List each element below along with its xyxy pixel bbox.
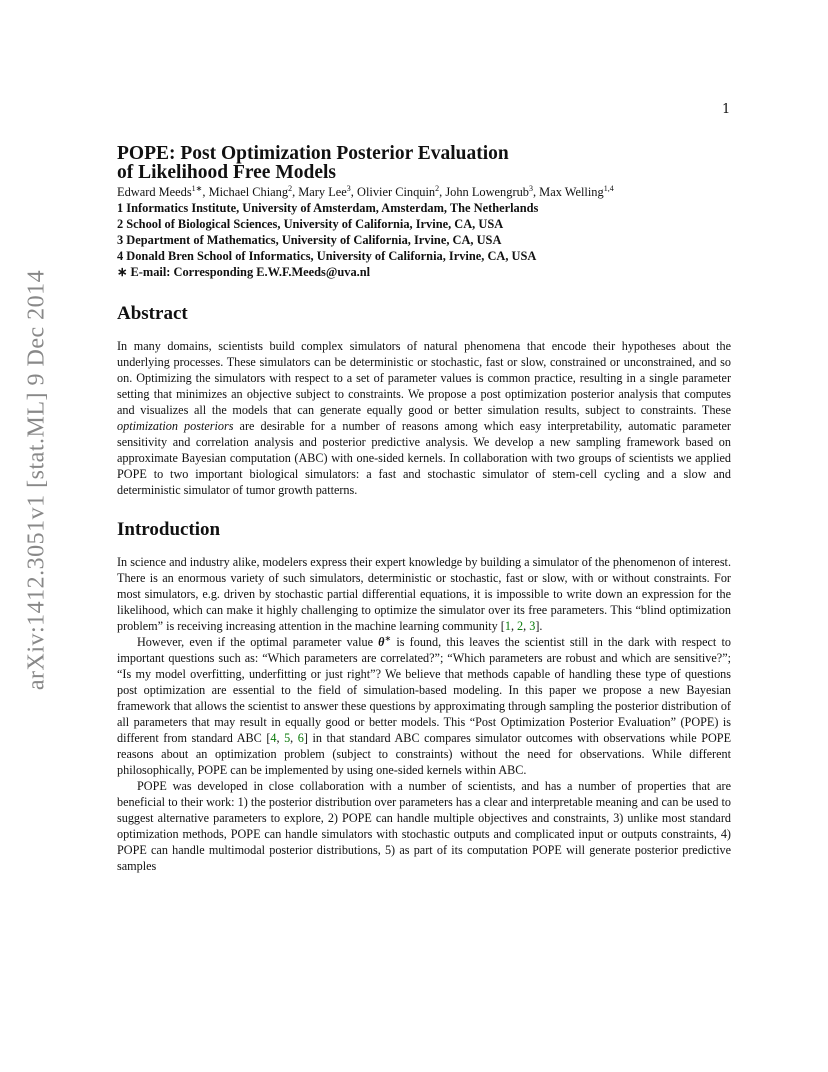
abstract-heading: Abstract: [117, 303, 188, 324]
affiliation-1: 1 Informatics Institute, University of Amsterdam, Amsterdam, The Netherlands: [117, 201, 539, 215]
title-line-2: of Likelihood Free Models: [117, 162, 337, 183]
author-name: Mary Lee: [298, 185, 347, 199]
affiliation-4: 4 Donald Bren School of Informatics, University of California, Irvine, CA, USA: [117, 249, 537, 263]
theta-symbol: θ: [378, 635, 385, 649]
abstract-emphasis: optimization posteriors: [117, 419, 234, 433]
page-number: 1: [722, 102, 731, 117]
author-affiliation-mark: 3: [528, 183, 533, 193]
introduction-heading: Introduction: [117, 519, 221, 540]
citation-link[interactable]: 4: [270, 731, 277, 745]
abstract-text-part: are desirable for a number of reasons among which easy interpretability, automatic parameter sensitivity and correlation analysis and posterior predictive analysis. We develop a new sampling framework based on approximate Bayesian computation (ABC) with one-sided kernels. In collaboration with two groups of scientists we applied POPE to two important biological simulators: a fast and stochastic simulator of stem-cell cycling and a slow and deterministic simulator of tumor growth patterns.: [117, 419, 731, 497]
author-affiliation-mark: 1∗: [191, 183, 203, 193]
author-name: Olivier Cinquin: [357, 185, 436, 199]
paper-content: [117, 144, 731, 874]
introduction-paragraph-2: However, even if the optimal parameter value θ∗ is found, this leaves the scientist still in the dark with respect to important questions such as: “Which parameters are correlated?”; “Which parameters are robust and which are sensitive?”; “Is my model overfitting, underfitting or just right”? We believe that methods capable of handling these type of questions post optimization are essential to the field of simulation-based modeling. In this paper we propose a new Bayesian framework that allows the scientist to answer these questions by approximating through sampling the posterior distribution of all parameters that may result in equally good or better models. This “Post Optimization Posterior Evaluation” (POPE) is different from standard ABC [4, 5, 6] in that standard ABC compares simulator outcomes with observations while POPE reasons about an optimization problem (subject to constraints) without the need for observations. While different philosophically, POPE can be implemented by using one-sided kernels within ABC.: [117, 633, 732, 777]
citation-link[interactable]: 1: [504, 619, 511, 633]
paragraph-text: is found, this leaves the scientist still in the dark with respect to important questions such as: “Which parameters are correlated?”; “Which parameters are robust and which are sensitive?”; “Is my model overfitting, underfitting or just right”? We believe that methods capable of handling these type of questions post optimization are essential to the field of simulation-based modeling. In this paper we propose a new Bayesian framework that allows the scientist to answer these questions by approximating through sampling the posterior distribution of all parameters that may result in equally good or better models. This “Post Optimization Posterior Evaluation” (POPE) is different from standard ABC: [117, 635, 731, 745]
paragraph-text: In science and industry alike, modelers express their expert knowledge by building a simulator of the phenomenon of interest. There is an enormous variety of such simulators, deterministic or stochastic, fast or slow, with or without constraints. For most simulators, e.g. driven by stochastic partial differential equations, it is impossible to write down an expression for the likelihood, which can make it highly challenging to optimize the simulator over its free parameters. This “blind optimization problem” is receiving increasing attention in the machine learning community: [117, 555, 731, 633]
author-affiliation-mark: 1,4: [603, 183, 614, 193]
affiliation-2: 2 School of Biological Sciences, University of California, Irvine, CA, USA: [117, 217, 504, 231]
abstract-text: [117, 338, 731, 498]
paragraph-text: However, even if the optimal parameter value: [137, 635, 379, 649]
author-affiliation-mark: 3: [346, 183, 351, 193]
author-name: Edward Meeds: [117, 185, 192, 199]
paper-title: [117, 144, 731, 182]
corresponding-email: ∗ E-mail: Corresponding E.W.F.Meeds@uva.nl: [117, 265, 371, 279]
title-line-1: POPE: Post Optimization Posterior Evaluation: [117, 143, 509, 164]
citation-link[interactable]: 6: [297, 731, 304, 745]
author-name: John Lowengrub: [445, 185, 529, 199]
abstract-text-part: In many domains, scientists build complex simulators of natural phenomena that encode their hypotheses about the underlying processes. These simulators can be deterministic or stochastic, fast or slow, constrained or unconstrained, and so on. Optimizing the simulators with respect to a set of parameter values is common practice, resulting in a single parameter setting that minimizes an objective subject to constraints. We propose a post optimization posterior analysis that computes and visualizes all the models that can generate equally good or better simulation results, subject to constraints. These: [117, 339, 731, 417]
introduction-paragraph-3: POPE was developed in close collaboration with a number of scientists, and has a number of properties that are beneficial to their work: 1) the posterior distribution over parameters has a clear and interpretable meaning and can be used to suggest alternative parameters to explore, 2) POPE can handle multiple objectives and constraints, 3) unlike most standard optimization methods, POPE can handle simulators with stochastic outputs and complicated input or outputs constraints, 4) POPE can handle multimodal posterior distributions, 5) as part of its computation POPE will generate posterior predictive samples: [117, 779, 731, 873]
author-affiliation-mark: 2: [435, 183, 440, 193]
theta-superscript: ∗: [384, 633, 392, 643]
author-affiliation-mark: 2: [288, 183, 293, 193]
citation-link[interactable]: 2: [517, 619, 524, 633]
author-list: Edward Meeds$^{1∗}$, Michael Chiang$^2$, Mary Lee$^3$, Olivier Cinquin$^2$, John Lowengrub$^3$, Max Welling$^{1,4}$: [117, 183, 614, 199]
author-name: Michael Chiang: [208, 185, 289, 199]
introduction-paragraph-1: In science and industry alike, modelers express their expert knowledge by building a simulator of the phenomenon of interest. There is an enormous variety of such simulators, deterministic or stochastic, fast or slow, with or without constraints. For most simulators, e.g. driven by stochastic partial differential equations, it is impossible to write down an expression for the likelihood, which can make it highly challenging to optimize the simulator over its free parameters. This “blind optimization problem” is receiving increasing attention in the machine learning community [1, 2, 3].: [117, 555, 731, 633]
paragraph-text: in that standard ABC compares simulator outcomes with observations while POPE reasons about an optimization problem (subject to constraints) without the need for observations. While different philosophically, POPE can be implemented by using one-sided kernels within ABC.: [117, 731, 732, 777]
citation-link[interactable]: 5: [284, 731, 291, 745]
arxiv-identifier-stamp: arXiv:1412.3051v1 [stat.ML] 9 Dec 2014: [23, 269, 50, 691]
author-name: Max Welling: [539, 185, 604, 199]
citation-link[interactable]: 3: [529, 619, 536, 633]
affiliation-3: 3 Department of Mathematics, University of California, Irvine, CA, USA: [117, 233, 502, 247]
